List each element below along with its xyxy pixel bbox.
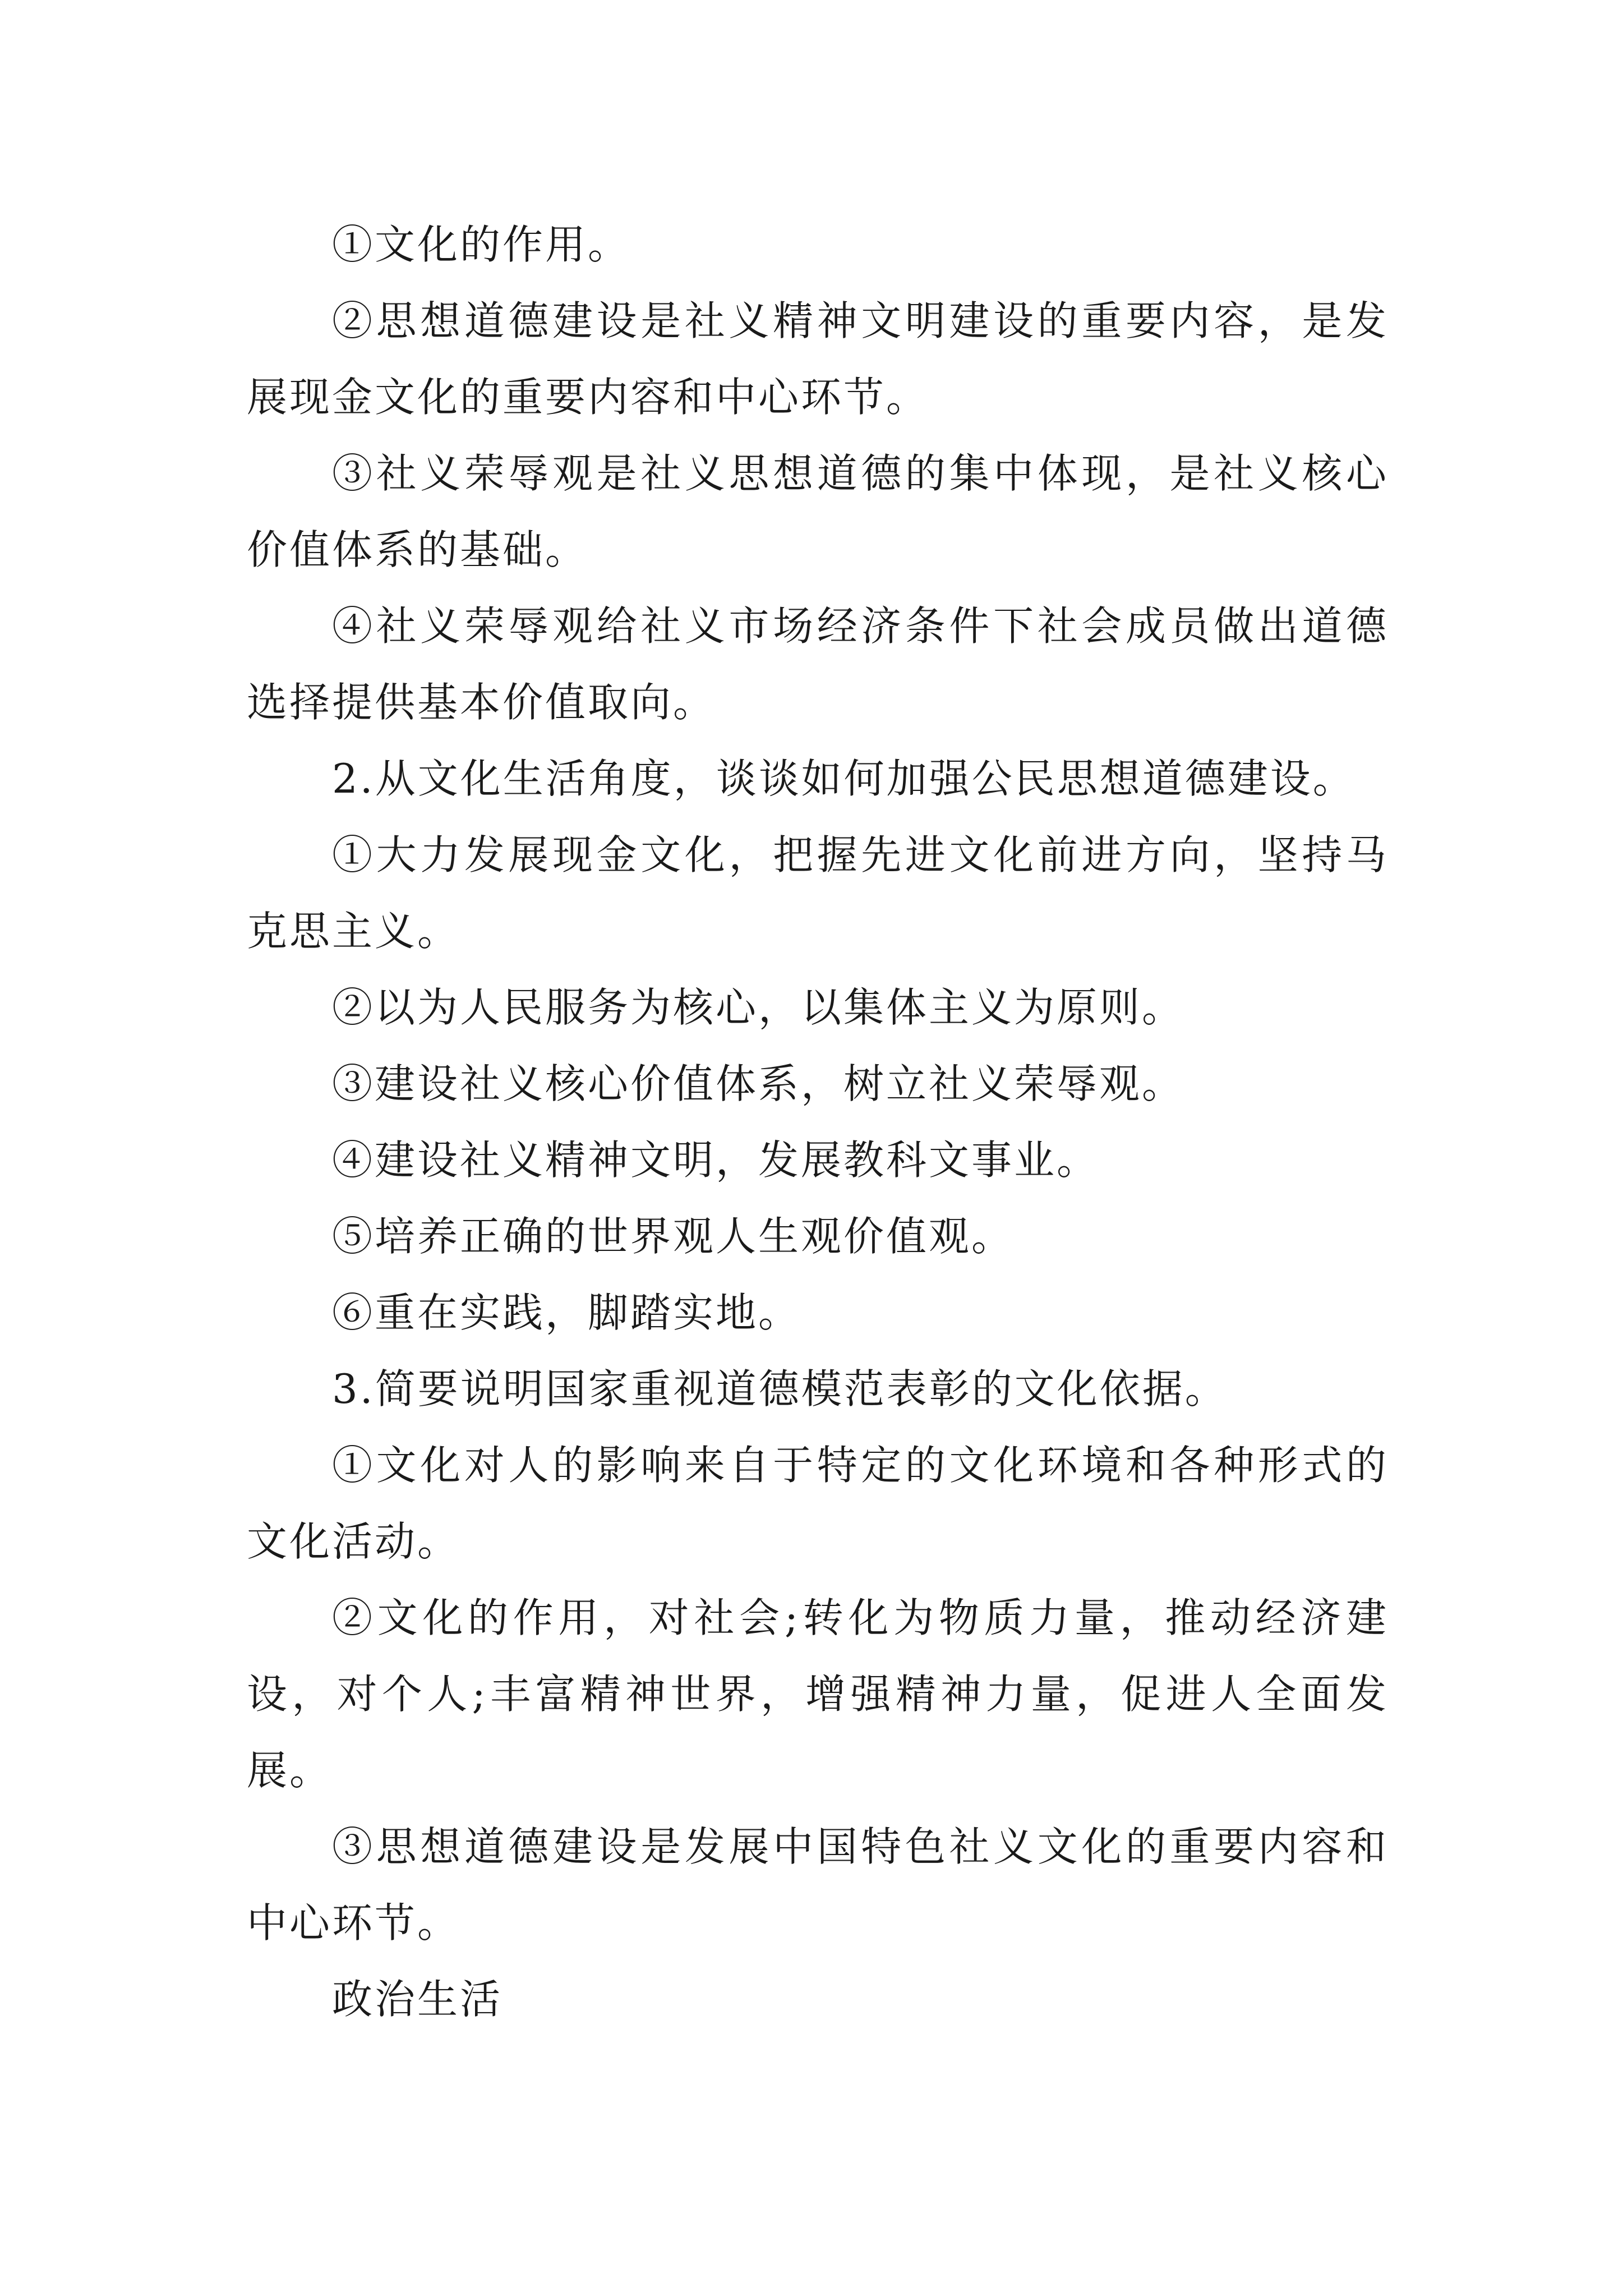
answer-2-item-1: ①大力发展现金文化，把握先进文化前进方向，坚持马克思主义。 — [247, 831, 1389, 955]
section-heading-political-life: 政治生活 — [332, 1976, 503, 2023]
answer-3-item-2: ②文化的作用，对社会;转化为物质力量，推动经济建设，对个人;丰富精神世界，增强精神力量，促进人全面发展。 — [247, 1594, 1389, 1794]
question-3-heading: 3.简要说明国家重视道德模范表彰的文化依据。 — [332, 1365, 1228, 1412]
answer-2-item-2: ②以为人民服务为核心，以集体主义为原则。 — [332, 984, 1185, 1031]
paragraph-honor-disgrace-embodiment: ③社义荣辱观是社义思想道德的集中体现，是社义核心价值体系的基础。 — [247, 450, 1389, 573]
paragraph-culture-role: ①文化的作用。 — [332, 221, 631, 268]
question-2-heading: 2.从文化生活角度，谈谈如何加强公民思想道德建设。 — [332, 755, 1355, 802]
answer-3-item-1: ①文化对人的影响来自于特定的文化环境和各种形式的文化活动。 — [247, 1442, 1389, 1565]
answer-2-item-3: ③建设社义核心价值体系，树立社义荣辱观。 — [332, 1060, 1185, 1107]
answer-2-item-6: ⑥重在实践，脚踏实地。 — [332, 1289, 801, 1336]
answer-2-item-5: ⑤培养正确的世界观人生观价值观。 — [332, 1213, 1015, 1260]
document-body — [247, 206, 1389, 2037]
answer-3-item-3: ③思想道德建设是发展中国特色社义文化的重要内容和中心环节。 — [247, 1823, 1389, 1947]
paragraph-moral-construction-content: ②思想道德建设是社义精神文明建设的重要内容，是发展现金文化的重要内容和中心环节。 — [247, 297, 1389, 421]
paragraph-honor-disgrace-value-orientation: ④社义荣辱观给社义市场经济条件下社会成员做出道德选择提供基本价值取向。 — [247, 602, 1389, 726]
answer-2-item-4: ④建设社义精神文明，发展教科文事业。 — [332, 1137, 1100, 1184]
